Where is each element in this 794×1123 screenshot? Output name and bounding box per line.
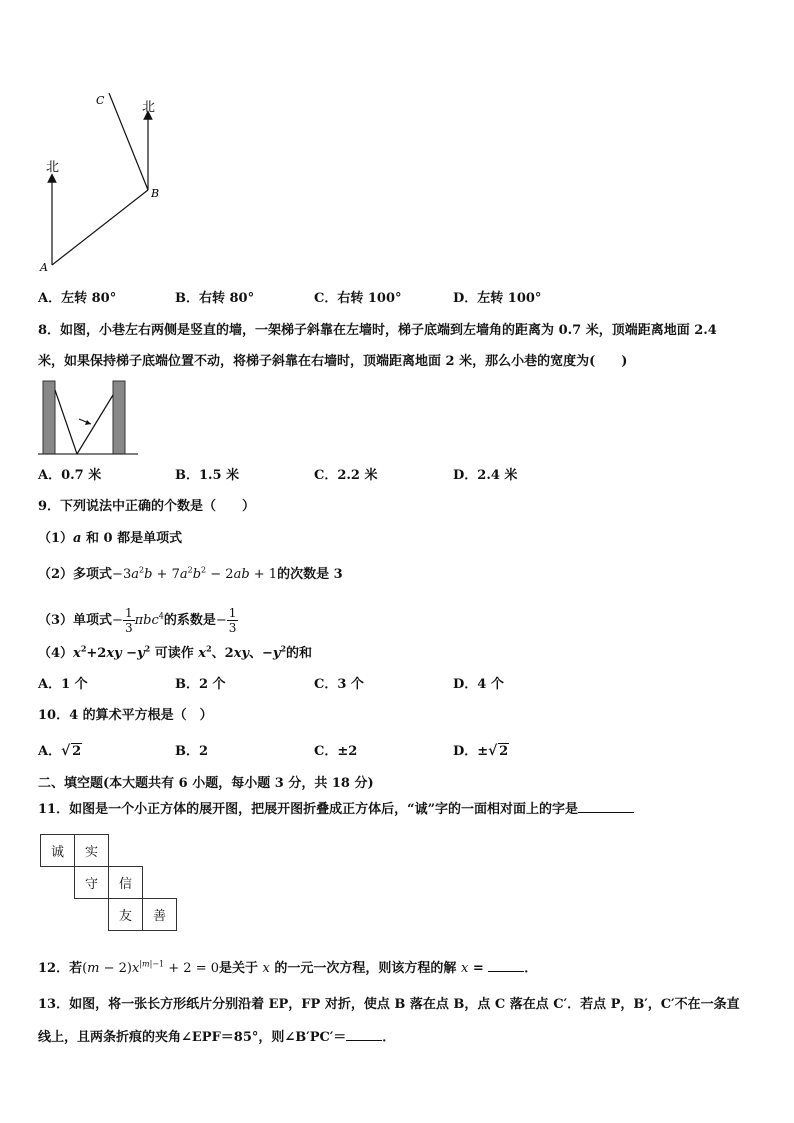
q11-cube-net (40, 834, 185, 936)
q7-label-c: C (96, 94, 105, 107)
cube-cell: 诚 (40, 834, 75, 867)
cube-cell: 善 (142, 898, 177, 931)
q8-alley-figure (38, 378, 138, 460)
q9-option-b: B．2 个 (175, 677, 226, 692)
q9-expression-4: $x^2+2xy -y^2$ (73, 643, 151, 661)
answer-blank (578, 812, 634, 813)
q9-statement-3: （3）单项式− $\frac{1}{3}$ πbc$^4$的系数是− $\frac{1}{3}$ (38, 606, 237, 635)
q9-statement-2: （2）多项式$-3a^2b + 7a^2b^2 - 2ab + 1$的次数是 3 (38, 565, 343, 582)
q7-option-a: A．左转 80° (38, 291, 117, 306)
q7-direction-figure (30, 85, 180, 280)
q10-option-b: B．2 (175, 744, 209, 759)
q7-option-b: B．右转 80° (175, 291, 255, 306)
q10-option-a: A． √ 2 (38, 743, 82, 759)
q11-stem: 11．如图是一个小正方体的展开图，把展开图折叠成正方体后，“诚”字的一面相对面上的字是 (38, 801, 634, 819)
q8-stem-line1: 8．如图，小巷左右两侧是竖直的墙，一架梯子斜靠在左墙时，梯子底端到左墙角的距离为 0.7 米，顶端距离地面 2.4 (38, 323, 717, 338)
q9-statement-4: $(4)x^2+2xy -y^2$ 可读作 $x^2$、2xy、$-y^2$的和 (38, 643, 313, 661)
cube-cell: 守 (74, 866, 109, 899)
q8-option-a: A．0.7 米 (38, 468, 102, 483)
q9-option-a: A．1 个 (38, 677, 88, 692)
q10-stem: 10．4 的算术平方根是（ ） (38, 708, 213, 723)
cube-cell: 信 (108, 866, 143, 899)
cube-cell: 实 (74, 834, 109, 867)
q9-statement-1: （1）a 和 0 都是单项式 (38, 531, 183, 546)
q13-stem-line1: 13．如图，将一张长方形纸片分别沿着 EP，FP 对折，使点 B 落在点 B，点 C 落在点 C′．若点 P，B′，C′不在一条直 (38, 997, 740, 1012)
q8-option-b: B．1.5 米 (175, 468, 240, 483)
q9-option-c: C．3 个 (314, 677, 364, 692)
q7-label-b: B (151, 187, 160, 200)
q7-north-left: 北 (46, 160, 60, 175)
q9-polynomial-expression: $-3a^2b + 7a^2b^2 - 2ab + 1$ (112, 565, 278, 582)
q7-option-d: D．左转 100° (453, 291, 542, 306)
q9-terms-4: $x^2$、2xy、$-y^2$ (198, 643, 287, 661)
q7-north-right: 北 (142, 100, 156, 115)
q8-option-d: D．2.4 米 (453, 468, 518, 483)
q7-label-a: A (40, 261, 48, 274)
q10-option-c: C．±2 (314, 744, 358, 759)
q7-option-c: C．右转 100° (314, 291, 402, 306)
q9-monomial-expression: − $\frac{1}{3}$ πbc$^4$ (112, 606, 164, 635)
q9-stem: 9．下列说法中正确的个数是（ ） (38, 499, 256, 514)
q8-stem-line2: 米，如果保持梯子底端位置不动，将梯子斜靠在右墙时，顶端距离地面 2 米，那么小巷的宽度为( ) (38, 354, 628, 369)
section-2-title: 二、填空题(本大题共有 6 小题，每小题 3 分，共 18 分) (38, 776, 374, 791)
q13-stem-line2: 线上，且两条折痕的夹角∠EPF＝85°，则∠B′PC′＝ ． (38, 1030, 396, 1045)
q10-option-d: D．± √ 2 (453, 743, 509, 759)
answer-blank (346, 1040, 382, 1041)
sqrt-symbol: √ 2 (488, 743, 509, 759)
cube-cell: 友 (108, 898, 143, 931)
answer-blank (488, 971, 524, 972)
q12-stem: 12．若$(m - 2)x^{|m|-1} + 2 = 0$是关于 x 的一元一次方程，则该方程的解 x = ． (38, 959, 538, 976)
q9-coefficient: − $\frac{1}{3}$ (215, 606, 237, 635)
q12-equation: $(m - 2)x^{|m|-1} + 2 = 0$ (82, 959, 219, 976)
sqrt-symbol: √ 2 (61, 743, 82, 759)
q9-option-d: D．4 个 (453, 677, 504, 692)
q8-option-c: C．2.2 米 (314, 468, 378, 483)
